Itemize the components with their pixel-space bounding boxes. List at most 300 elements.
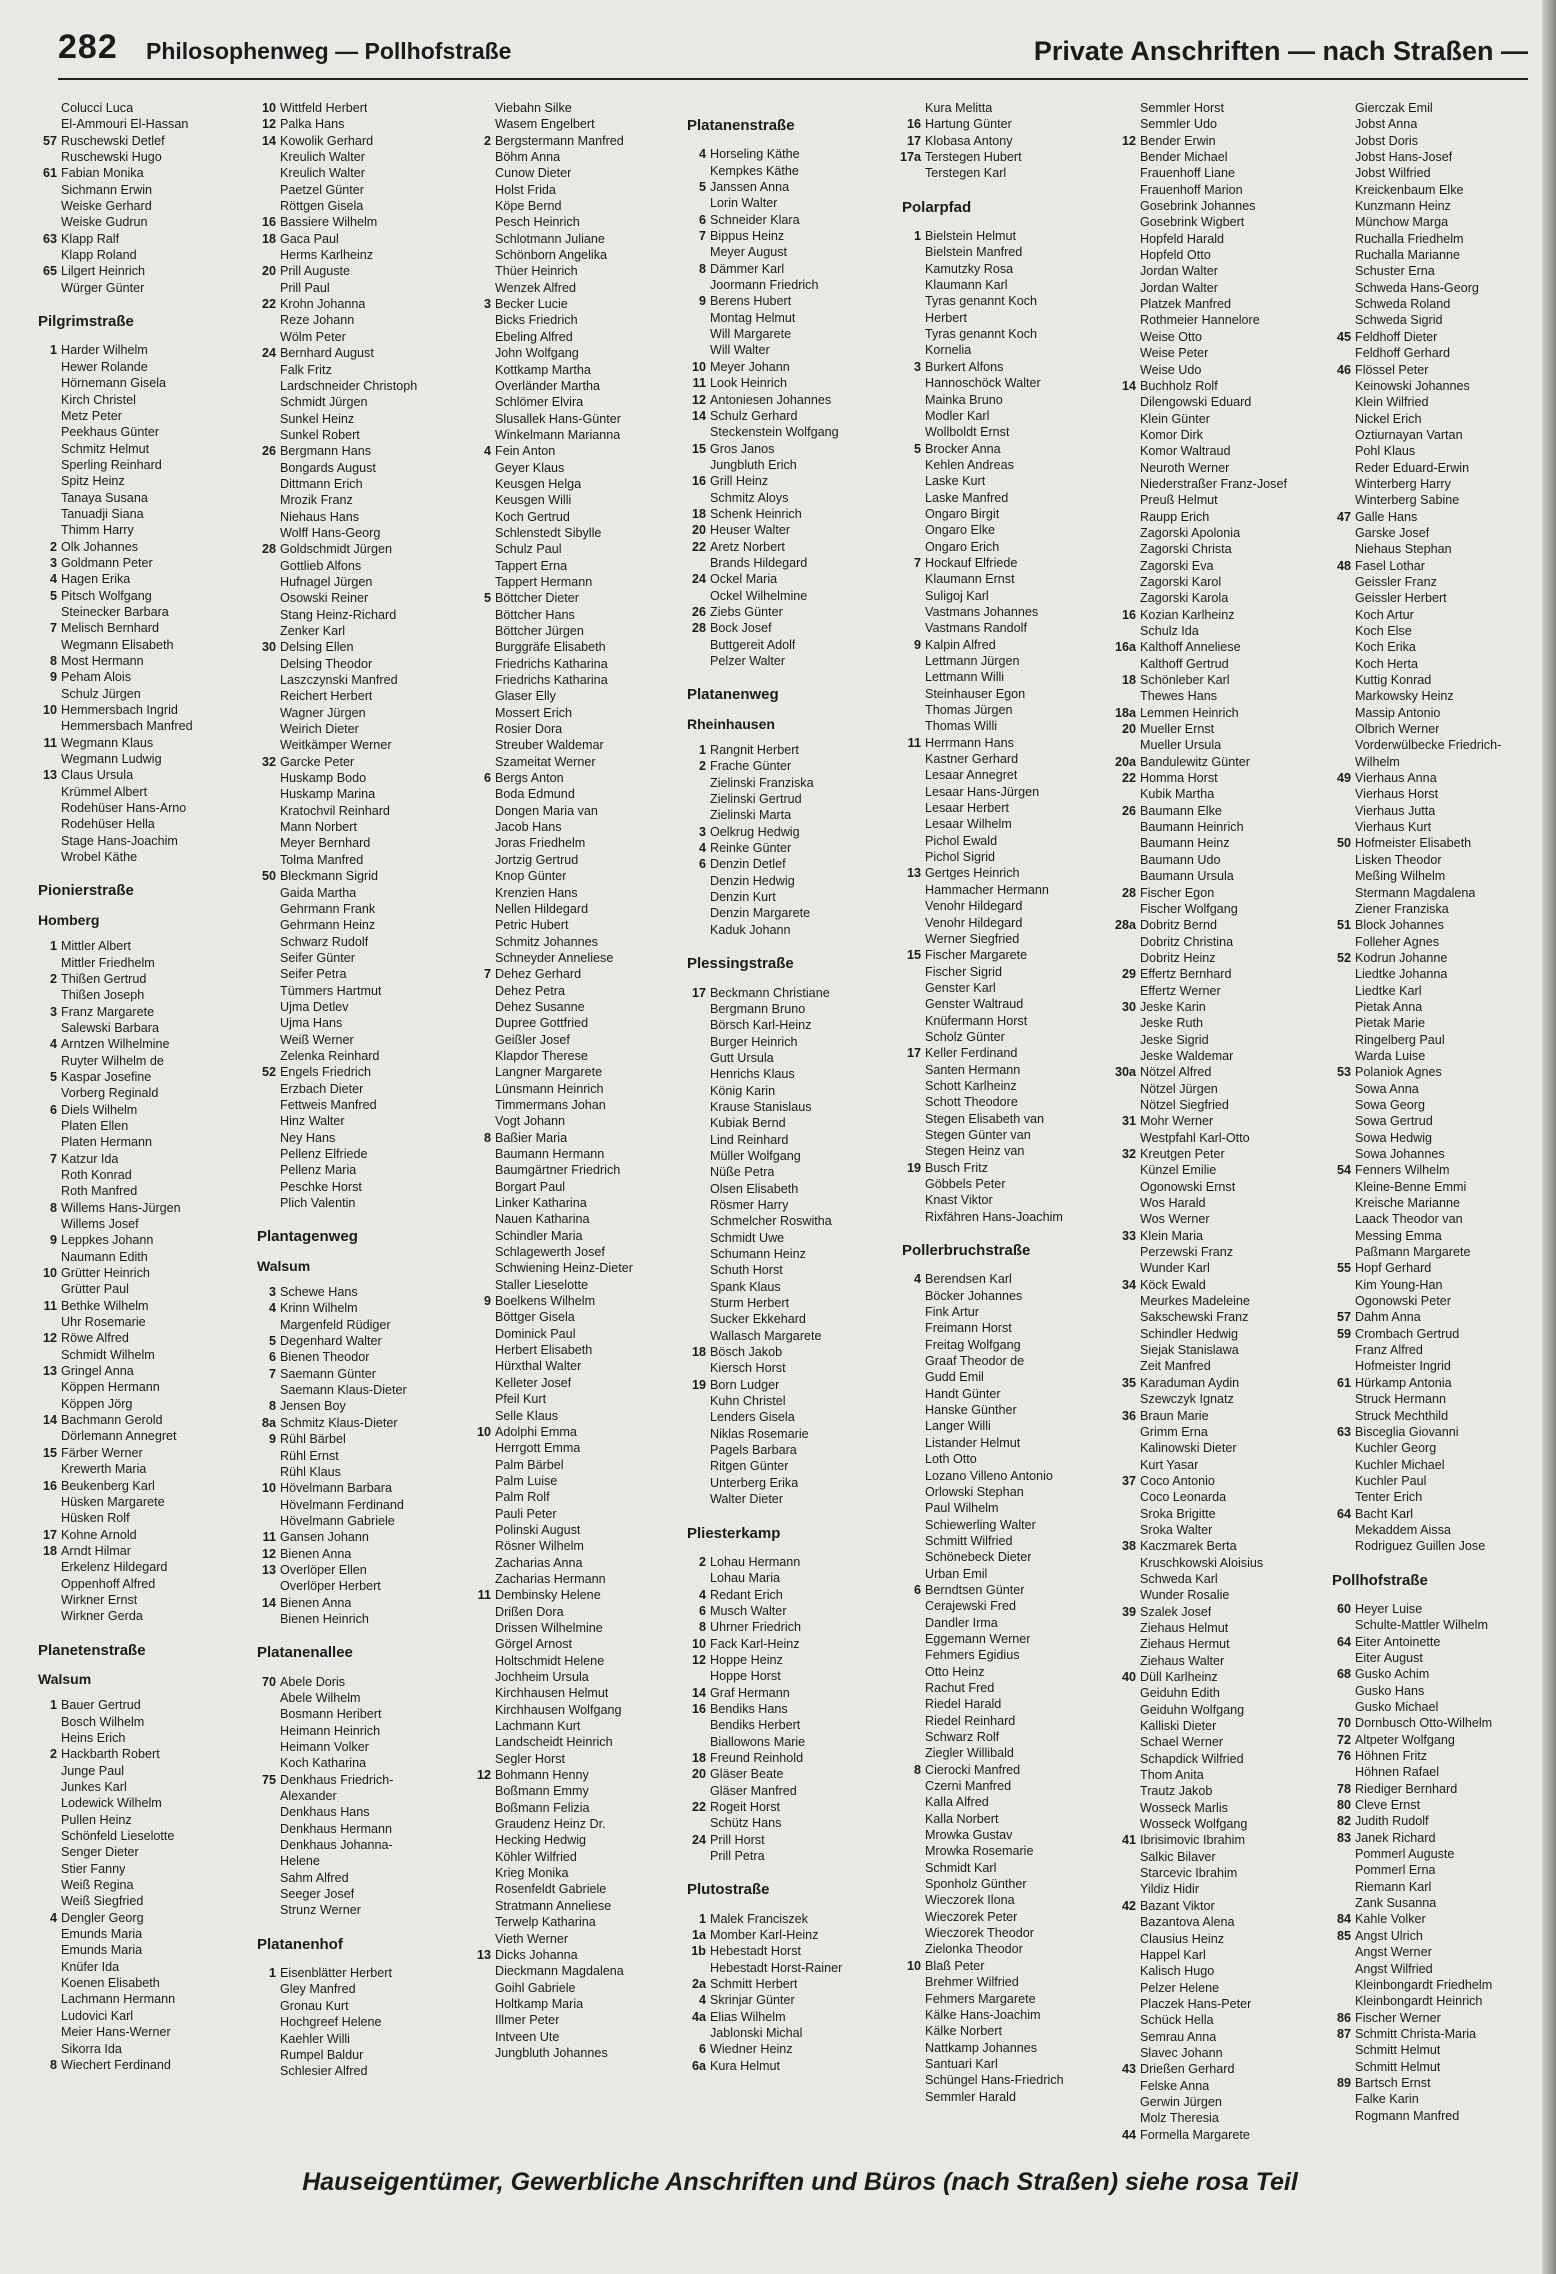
house-number [900,931,925,947]
resident-name: Weise Otto [1140,329,1203,344]
house-number [1115,165,1140,181]
directory-entry [470,329,682,345]
house-number [36,490,61,506]
house-number [255,705,280,721]
directory-entry [900,1892,1112,1908]
house-number: 64 [1336,1506,1351,1521]
directory-entry [255,1853,467,1869]
house-number [470,819,495,835]
house-number [900,1304,925,1320]
directory-entry [1330,198,1542,214]
resident-name: Niederstraßer Franz-Josef [1140,476,1287,491]
resident-name: Lettmann Jürgen [925,654,1020,668]
house-number [255,1146,280,1162]
house-number [1115,950,1140,966]
resident-name: Struck Hermann [1355,1392,1446,1407]
house-number: 20 [691,523,706,538]
resident-name: Bender Erwin [1140,133,1216,148]
resident-name: Peschke Horst [280,1179,362,1194]
directory-entry [685,1717,897,1733]
resident-name: Henrichs Klaus [710,1067,795,1082]
directory-entry [685,1083,897,1099]
directory-entry [470,885,682,901]
resident-name: Uhrner Friedrich [710,1620,801,1635]
directory-entry [255,509,467,525]
resident-name: Holtkamp Maria [495,1996,584,2011]
directory-entry [900,1794,1112,1810]
district-heading: Homberg [38,911,100,928]
house-number [470,182,495,198]
resident-name: Wenzek Alfred [495,280,576,295]
resident-name: Ziener Franziska [1355,901,1449,916]
resident-name: Selle Klaus [495,1408,559,1423]
directory-entry [1330,100,1542,116]
directory-entry [255,1755,467,1771]
resident-name: Viebahn Silke [495,101,572,115]
house-number [470,2029,495,2045]
resident-name: Genster Karl [925,980,996,995]
resident-name: Heimann Volker [280,1740,369,1754]
resident-name: Ney Hans [280,1130,336,1145]
house-number [1330,1895,1355,1911]
resident-name: Schewe Hans [280,1285,358,1300]
directory-entry [470,1391,682,1407]
house-number [1115,2078,1140,2094]
resident-name: Jablonski Michal [710,2026,803,2041]
resident-name: Börsch Karl-Heinz [710,1018,812,1033]
resident-name: Pommerl Erna [1355,1863,1436,1878]
resident-name: Bisceglia Giovanni [1355,1424,1459,1439]
house-number [255,1755,280,1771]
directory-entry [470,1653,682,1669]
house-number [255,966,280,982]
resident-name: Peekhaus Günter [61,425,160,440]
directory-entry [1330,182,1542,198]
directory-entry [685,588,897,604]
house-number: 15 [691,441,706,456]
house-number [1115,1195,1140,1211]
house-number: 12 [691,1652,706,1667]
house-number: 1 [698,1911,706,1926]
house-number: 65 [42,264,57,279]
directory-entry [1330,1781,1542,1797]
resident-name: Pelzer Helene [1140,1980,1220,1995]
resident-name: Bienen Heinrich [280,1611,369,1626]
house-number [1115,362,1140,378]
house-number [685,163,710,179]
street-heading: Pliesterkamp [687,1524,781,1542]
house-number [900,1892,925,1908]
directory-entry [1330,1895,1542,1911]
house-number [685,1050,710,1066]
directory-entry [255,443,467,459]
directory-entry [255,1674,467,1690]
house-number: 4 [913,1272,921,1287]
resident-name: Schmidt Uwe [710,1230,785,1245]
directory-entry [36,1527,248,1543]
directory-entry [1115,1898,1327,1914]
directory-entry [900,392,1112,408]
resident-name: Bosmann Heribert [280,1707,382,1722]
resident-name: Baumann Udo [1140,852,1221,867]
directory-entry [36,2008,248,2024]
directory-entry [36,1697,248,1713]
directory-entry [900,149,1112,165]
directory-entry [1330,1634,1542,1650]
resident-name: Franz Margarete [61,1004,155,1019]
resident-name: Busch Fritz [925,1160,988,1175]
directory-entry [1330,116,1542,132]
house-number [470,1440,495,1456]
directory-entry [1115,1832,1327,1848]
directory-entry [1330,1457,1542,1473]
resident-name: Sowa Georg [1355,1097,1426,1112]
house-number [36,1730,61,1746]
resident-name: Köhler Wilfried [495,1849,577,1864]
resident-name: Kozian Karlheinz [1140,607,1235,622]
resident-name: Wasem Engelbert [495,117,595,132]
house-number [36,198,61,214]
directory-entry [36,735,248,751]
directory-entry [470,296,682,312]
house-number [685,1132,710,1148]
directory-entry [255,541,467,557]
house-number: 18a [1115,705,1137,720]
house-number [900,1127,925,1143]
resident-name: Koch Erika [1355,640,1416,655]
house-number [36,1183,61,1199]
resident-name: Köppen Hermann [61,1380,160,1395]
resident-name: Nötzel Siegfried [1140,1097,1229,1112]
directory-entry [470,1032,682,1048]
directory-entry [1330,623,1542,639]
house-number: 12 [42,1331,57,1346]
house-number [685,1213,710,1229]
directory-entry [470,1898,682,1914]
directory-entry [1115,1048,1327,1064]
house-number [900,1353,925,1369]
house-number [1330,1293,1355,1309]
directory-entry [1115,2127,1327,2143]
resident-name: Yildiz Hidir [1140,1882,1200,1897]
house-number [685,1034,710,1050]
house-number [1330,754,1355,770]
resident-name: Vogt Johann [495,1114,566,1129]
resident-name: Willems Josef [61,1217,139,1231]
house-number: 75 [261,1772,276,1787]
house-number: 70 [261,1674,276,1689]
house-number [1115,1032,1140,1048]
directory-entry [1330,312,1542,328]
house-number: 16 [691,474,706,489]
directory-entry [1115,263,1327,279]
resident-name: John Wolfgang [495,346,579,361]
house-number [255,607,280,623]
directory-entry [900,571,1112,587]
house-number [255,950,280,966]
resident-name: Lachmann Hermann [61,1992,176,2007]
house-number: 63 [42,231,57,246]
house-number [255,656,280,672]
resident-name: Fischer Sigrid [925,964,1002,979]
directory-entry [900,784,1112,800]
resident-name: Böttcher Jürgen [495,624,584,638]
resident-name: Harder Wilhelm [61,343,148,358]
directory-entry [1115,492,1327,508]
directory-entry [36,408,248,424]
house-number [900,1143,925,1159]
house-number: 40 [1121,1670,1136,1684]
directory-column-1 [36,100,248,2160]
directory-entry [1115,1342,1327,1358]
resident-name: Bandulewitz Günter [1140,754,1250,769]
resident-name: Petric Hubert [495,918,569,933]
directory-entry [900,1435,1112,1451]
house-number [1330,1244,1355,1260]
house-number: 3 [698,824,706,839]
resident-name: Gaida Martha [280,885,357,900]
directory-entry [36,1592,248,1608]
house-number [1330,1683,1355,1699]
directory-entry [255,525,467,541]
directory-entry [36,751,248,767]
house-number [255,460,280,476]
directory-entry [36,1877,248,1893]
resident-name: Kunzmann Heinz [1355,199,1451,214]
resident-name: Oppenhoff Alfred [61,1576,156,1591]
resident-name: Suligoj Karl [925,588,989,603]
directory-entry [255,786,467,802]
resident-name: Thimm Harry [61,523,134,538]
resident-name: Perzewski Franz [1140,1245,1234,1260]
resident-name: Berendsen Karl [925,1272,1012,1287]
house-number [900,1418,925,1434]
resident-name: Meyer Bernhard [280,836,371,851]
directory-entry [1115,885,1327,901]
house-number: 64 [1336,1634,1351,1649]
directory-entry [685,1426,897,1442]
resident-name: Pullen Heinz [61,1812,132,1827]
resident-name: Kreulich Walter [280,166,365,181]
house-number: 54 [1336,1163,1351,1178]
directory-entry [36,1942,248,1958]
directory-entry [36,1036,248,1052]
resident-name: Dornbusch Otto-Wilhelm [1355,1716,1493,1731]
resident-name: Ongaro Elke [925,523,996,538]
footer-note: Hauseigentümer, Gewerbliche Anschriften und Büros (nach Straßen) siehe rosa Teil [302,2168,1298,2196]
directory-entry [470,1146,682,1162]
house-number [685,244,710,260]
house-number [470,737,495,753]
directory-entry [900,1778,1112,1794]
house-number [255,1981,280,1997]
resident-name: Dandler Irma [925,1615,998,1630]
house-number [470,1832,495,1848]
resident-name: Herbert Elisabeth [495,1343,593,1358]
resident-name: Klapp Ralf [61,231,120,246]
directory-entry [255,198,467,214]
resident-name: Schmitz Klaus-Dieter [280,1415,398,1430]
resident-name: Kuttig Konrad [1355,673,1432,688]
house-number [1115,443,1140,459]
directory-entry [36,938,248,954]
directory-entry [255,1317,467,1333]
resident-name: Wosseck Wolfgang [1140,1817,1248,1832]
house-number [1115,819,1140,835]
resident-name: Kälke Hans-Joachim [925,2007,1041,2022]
directory-entry [470,1963,682,1979]
directory-entry [1330,2108,1542,2124]
resident-name: Koch Else [1355,624,1412,638]
house-number [900,1647,925,1663]
house-number: 32 [261,754,276,769]
resident-name: Heyer Luise [1355,1601,1423,1616]
house-number [36,1510,61,1526]
resident-name: Denzin Kurt [710,890,776,905]
resident-name: Aretz Norbert [710,539,785,554]
resident-name: Prill Auguste [280,264,351,279]
directory-entry [1330,1211,1542,1227]
resident-name: Tolma Manfred [280,852,364,867]
directory-entry [470,999,682,1015]
directory-entry [470,966,682,982]
street-heading: Pilgrimstraße [38,313,134,331]
directory-entry [1330,983,1542,999]
resident-name: Denkhaus Hans [280,1805,370,1820]
resident-name: Trautz Jakob [1140,1784,1213,1799]
directory-entry [255,345,467,361]
directory-entry [685,1832,897,1848]
resident-name: Knop Günter [495,869,567,884]
house-number [36,1085,61,1101]
house-number [900,1111,925,1127]
resident-name: Eisenblätter Herbert [280,1966,392,1981]
house-number [900,1860,925,1876]
directory-entry [900,653,1112,669]
resident-name: Klobasa Antony [925,133,1013,148]
directory-entry [470,574,682,590]
directory-entry [1115,1228,1327,1244]
house-number [685,555,710,571]
resident-name: Herbert [925,310,967,325]
directory-entry [900,522,1112,538]
directory-entry [1330,656,1542,672]
house-number [1115,1358,1140,1374]
directory-entry [255,1284,467,1300]
house-number: 2 [49,971,57,986]
house-number [470,1734,495,1750]
district-heading: Walsum [257,1257,311,1274]
house-number: 30 [261,640,276,655]
resident-name: Rixfähren Hans-Joachim [925,1209,1063,1224]
house-number [1330,541,1355,557]
resident-name: Gierczak Emil [1355,101,1433,115]
directory-entry [1115,2094,1327,2110]
directory-entry [1115,133,1327,149]
house-number [1330,411,1355,427]
directory-entry [1115,1685,1327,1701]
house-number: 4 [698,841,706,856]
directory-entry [685,1701,897,1717]
house-number [36,1167,61,1183]
resident-name: Schulz Paul [495,542,562,557]
resident-name: Grimm Erna [1140,1424,1208,1439]
house-number [470,1849,495,1865]
house-number [470,721,495,737]
resident-name: Laske Manfred [925,490,1009,505]
resident-name: Fettweis Manfred [280,1097,377,1112]
house-number [1115,509,1140,525]
resident-name: Beckmann Christiane [710,985,830,1000]
resident-name: Colucci Luca [61,101,134,115]
directory-entry [470,411,682,427]
resident-name: Kreulich Walter [280,150,365,165]
house-number [1115,427,1140,443]
house-number [1330,378,1355,394]
directory-entry [900,539,1112,555]
directory-entry [470,492,682,508]
resident-name: Beukenberg Karl [61,1478,155,1493]
house-number [470,1931,495,1947]
resident-name: Bazant Viktor [1140,1898,1215,1913]
house-number [1330,1015,1355,1031]
house-number: 10 [691,359,706,374]
directory-entry [1330,950,1542,966]
house-number: 18 [261,231,276,246]
resident-name: Friedrichs Katharina [495,673,608,688]
house-number [1115,1130,1140,1146]
directory-entry [1330,1650,1542,1666]
house-number: 50 [261,869,276,884]
resident-name: Zagorski Eva [1140,558,1214,573]
house-number: 18 [691,506,706,521]
house-number [1115,1162,1140,1178]
house-number: 2 [698,1554,706,1569]
resident-name: Diels Wilhelm [61,1102,138,1117]
resident-name: Liedtke Karl [1355,983,1422,998]
directory-entry [36,1281,248,1297]
house-number [470,1081,495,1097]
house-number [255,1821,280,1837]
resident-name: Metz Peter [61,408,122,423]
house-number [470,1718,495,1734]
resident-name: Schott Karlheinz [925,1078,1017,1093]
house-number [1330,1081,1355,1097]
house-number [900,849,925,865]
directory-entry [1330,263,1542,279]
resident-name: Schott Theodore [925,1095,1018,1110]
house-number [900,1192,925,1208]
resident-name: Palm Rolf [495,1490,550,1505]
resident-name: Salkic Bilaver [1140,1849,1216,1864]
street-heading: Planetenstraße [38,1641,146,1659]
house-number [470,1211,495,1227]
directory-entry [1115,803,1327,819]
resident-name: Ringelberg Paul [1355,1032,1445,1047]
house-number [1330,574,1355,590]
resident-name: Meyer August [710,245,788,260]
house-number: 22 [1121,771,1136,786]
house-number [1330,2091,1355,2107]
directory-entry [470,819,682,835]
house-number [1115,100,1140,116]
house-number [900,1794,925,1810]
resident-name: Wilhelm [1355,754,1400,769]
house-number: 87 [1336,2026,1351,2041]
directory-entry [685,2058,897,2074]
resident-name: Braun Marie [1140,1408,1209,1423]
directory-entry [1330,1260,1542,1276]
